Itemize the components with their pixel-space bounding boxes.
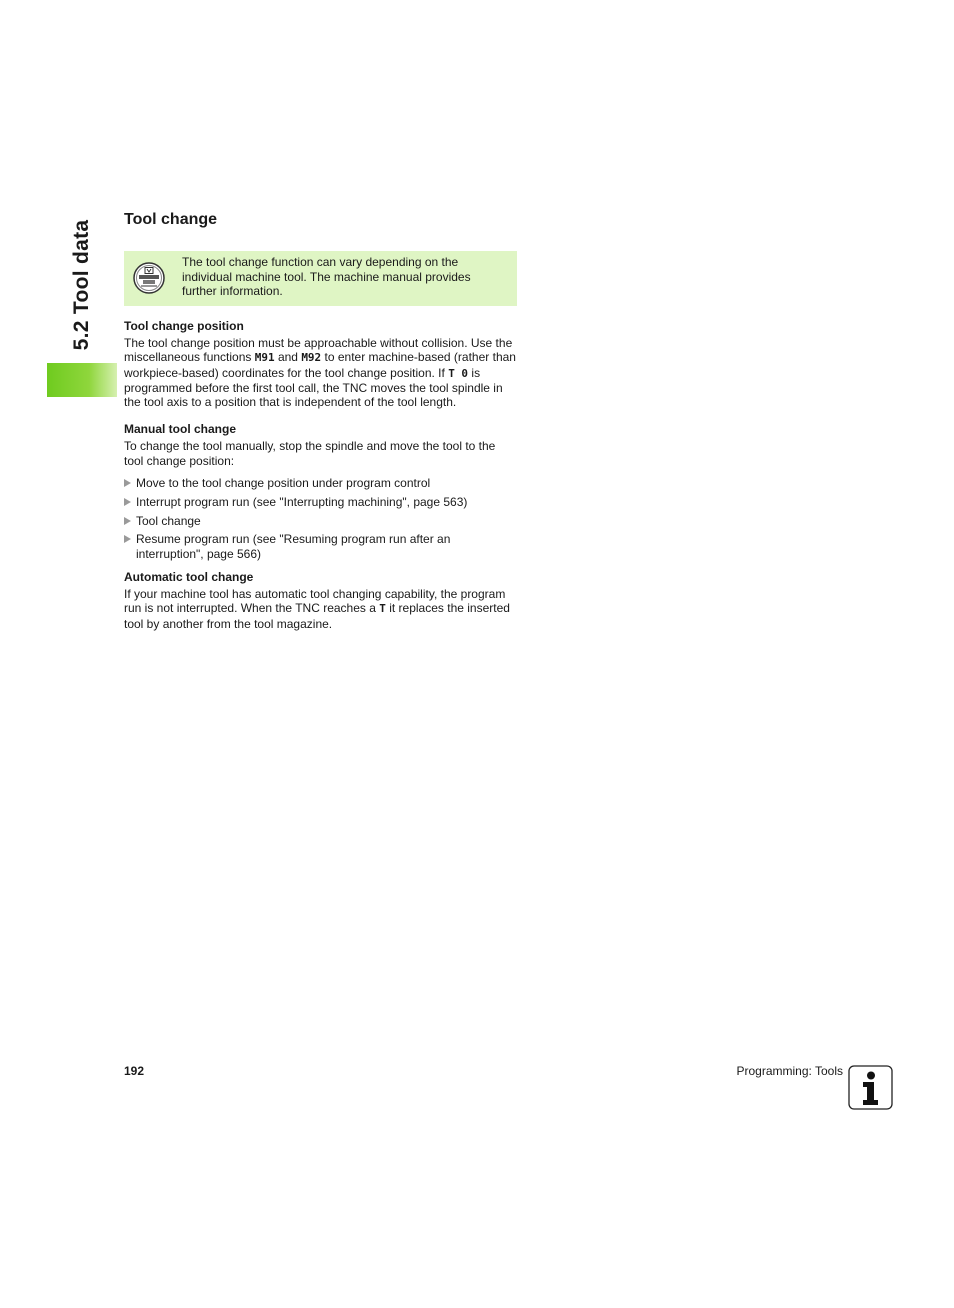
text-run: is programmed before the first tool call, the TNC moves the tool spindle in the tool axis to a position that is independent of the tool length.: [124, 365, 503, 410]
code-t: T: [379, 602, 386, 616]
text-run: to enter machine-based (rather than workpiece-based) coordinates for the tool change position. If: [124, 350, 516, 380]
list-item: [124, 476, 517, 490]
chapter-tab-marker: [47, 363, 117, 397]
note-line: further information.: [182, 284, 283, 298]
manual-steps-list: [124, 476, 517, 561]
list-item-text: Interrupt program run (see "Interrupting machining", page 563): [136, 494, 468, 509]
page-number: 192: [124, 1064, 145, 1078]
subheading-manual-tool-change: Manual tool change: [124, 422, 237, 437]
machine-note-box: [124, 251, 517, 306]
automatic-paragraph: [124, 587, 517, 631]
text-run: it replaces the inserted tool by another from the tool magazine.: [124, 601, 510, 631]
footer-chapter-title: Programming: Tools: [736, 1064, 843, 1078]
code-m92: M92: [301, 351, 322, 365]
subheading-automatic-tool-change: Automatic tool change: [124, 570, 254, 585]
note-line: The tool change function can vary depending on the: [182, 255, 459, 269]
text-run: If your machine tool has automatic tool changing capability, the program run is not interrupted. When the TNC reaches a: [124, 587, 506, 616]
list-item: [124, 514, 517, 528]
main-content: [124, 210, 517, 631]
list-item-text: Move to the tool change position under program control: [136, 476, 431, 491]
triangle-bullet-icon: [124, 535, 131, 543]
subheading-tool-change-position: Tool change position: [124, 319, 244, 333]
chapter-side-title-text: 5.2 Tool data: [70, 219, 93, 351]
info-icon: [848, 1065, 893, 1110]
tool-change-position-paragraph: [124, 336, 517, 409]
text-run: and: [274, 350, 302, 365]
triangle-bullet-icon: [124, 479, 131, 487]
list-item-text: Tool change: [136, 513, 201, 528]
code-m91: M91: [254, 351, 275, 365]
list-item: [124, 495, 517, 509]
manual-intro-paragraph: To change the tool manually, stop the spindle and move the tool to the tool change position:: [124, 439, 496, 468]
text-run: The tool change position must be approachable without collision. Use the miscellaneous functions: [124, 336, 513, 365]
list-item: [124, 532, 517, 561]
list-item-text: Resume program run (see "Resuming program run after an interruption", page 566): [136, 532, 451, 561]
section-title: Tool change: [124, 211, 218, 228]
note-line: individual machine tool. The machine manual provides: [182, 269, 471, 284]
chapter-side-title: [62, 215, 102, 355]
note-text: [182, 255, 509, 299]
triangle-bullet-icon: [124, 498, 131, 506]
machine-manual-icon: [133, 262, 165, 294]
triangle-bullet-icon: [124, 517, 131, 525]
code-t0: T 0: [448, 366, 469, 380]
